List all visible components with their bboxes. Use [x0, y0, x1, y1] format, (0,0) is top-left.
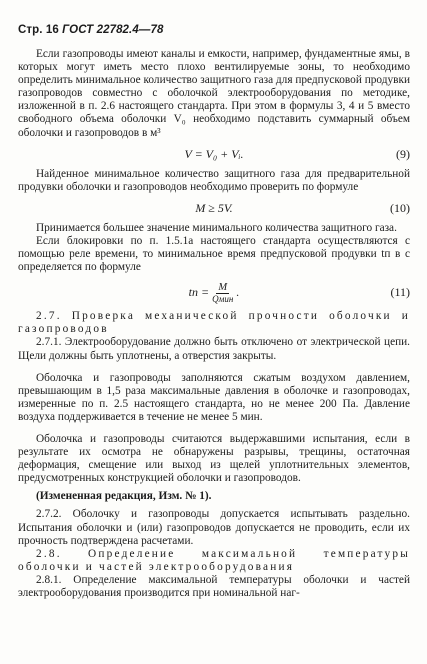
formula-10-expr: M ≥ 5V. [195, 200, 233, 215]
formula-11-lhs: tп = [188, 285, 210, 300]
section-2-7-heading: 2.7. Проверка механической прочности оболочки и газопроводов [18, 310, 410, 336]
formula-9-number: (9) [396, 146, 410, 161]
paragraph-6: Оболочка и газопроводы считаются выдержавшими испытания, если в результате их осмотра не обнаружены разрывы, трещины, остаточная деформация, смещение или выход из щелей уплотнительных элементов, предусмотренных конструкцией оболочки и газопроводов. [18, 432, 410, 485]
formula-11-fraction [212, 282, 233, 305]
paragraph-2-7-1: 2.7.1. Электрооборудование должно быть отключено от электрической цепи. Щели должны быть уплотнены, а отверстия закрыты. [18, 336, 410, 362]
edit-note: (Измененная редакция, Изм. № 1). [36, 490, 212, 503]
formula-11 [18, 279, 410, 305]
paragraph-3: Принимается большее значение минимального количества защитного газа. [36, 221, 397, 234]
formula-11-number: (11) [390, 285, 410, 300]
section-2-8-heading: 2.8. Определение максимальной температуры оболочки и частей электрооборудования [18, 547, 410, 573]
paragraph-4: Если блокировки по п. 1.5.1а настоящего стандарта осуществляются с помощью реле времени, то минимальное время предпусковой продувки tп в с определяется по формуле [18, 234, 410, 274]
formula-11-tail: . [236, 285, 240, 300]
page-header [18, 24, 163, 36]
paragraph-2-8-1: 2.8.1. Определение максимальной температуры оболочки и частей электрооборудования производится при номинальной наг- [18, 573, 410, 599]
body-text [18, 48, 410, 600]
doc-id: ГОСТ 22782.4—78 [62, 24, 164, 36]
paragraph-2-7-2: 2.7.2. Оболочку и газопроводы допускается испытывать раздельно. Испытания оболочки и (или) газопроводов допускается не проводить, если их прочность подтверждена расчетами. [18, 508, 410, 547]
formula-10 [18, 199, 410, 217]
formula-11-numerator: M [218, 281, 228, 293]
formula-9-expr: V = V₀ + Vᵢ. [184, 146, 244, 161]
formula-9 [18, 145, 410, 163]
paragraph-1: Если газопроводы имеют каналы и емкости, например, фундаментные ямы, в которых могут иметь место плохо вентилируемые зоны, то необходимо определить минимальное количество защитного газа для предпусковой продувки газопроводов совместно с оболочкой электрооборудования по методике, изложенной в п. 2.6 настоящего стандарта. При этом в формулы 3, 4 и 5 вместо свободного объема оболочки V₀ необходимо подставить суммарный объем оболочки и газопроводов в м³ [18, 48, 410, 139]
page-label: Стр. 16 [18, 24, 59, 36]
paragraph-2: Найденное минимальное количество защитного газа для предварительной продувки оболочки и газопроводов необходимо проверить по формуле [18, 167, 410, 193]
paragraph-5: Оболочка и газопроводы заполняются сжатым воздухом давлением, превышающим в 1,5 раза максимальные давления в оболочке и газопроводах, измеренные по п. 2.5 настоящего стандарта, но не менее 200 Па. Давление воздуха поддерживается в течение не менее 5 мин. [18, 371, 410, 423]
formula-10-number: (10) [390, 200, 410, 215]
formula-11-denominator: Qмин [212, 293, 234, 304]
